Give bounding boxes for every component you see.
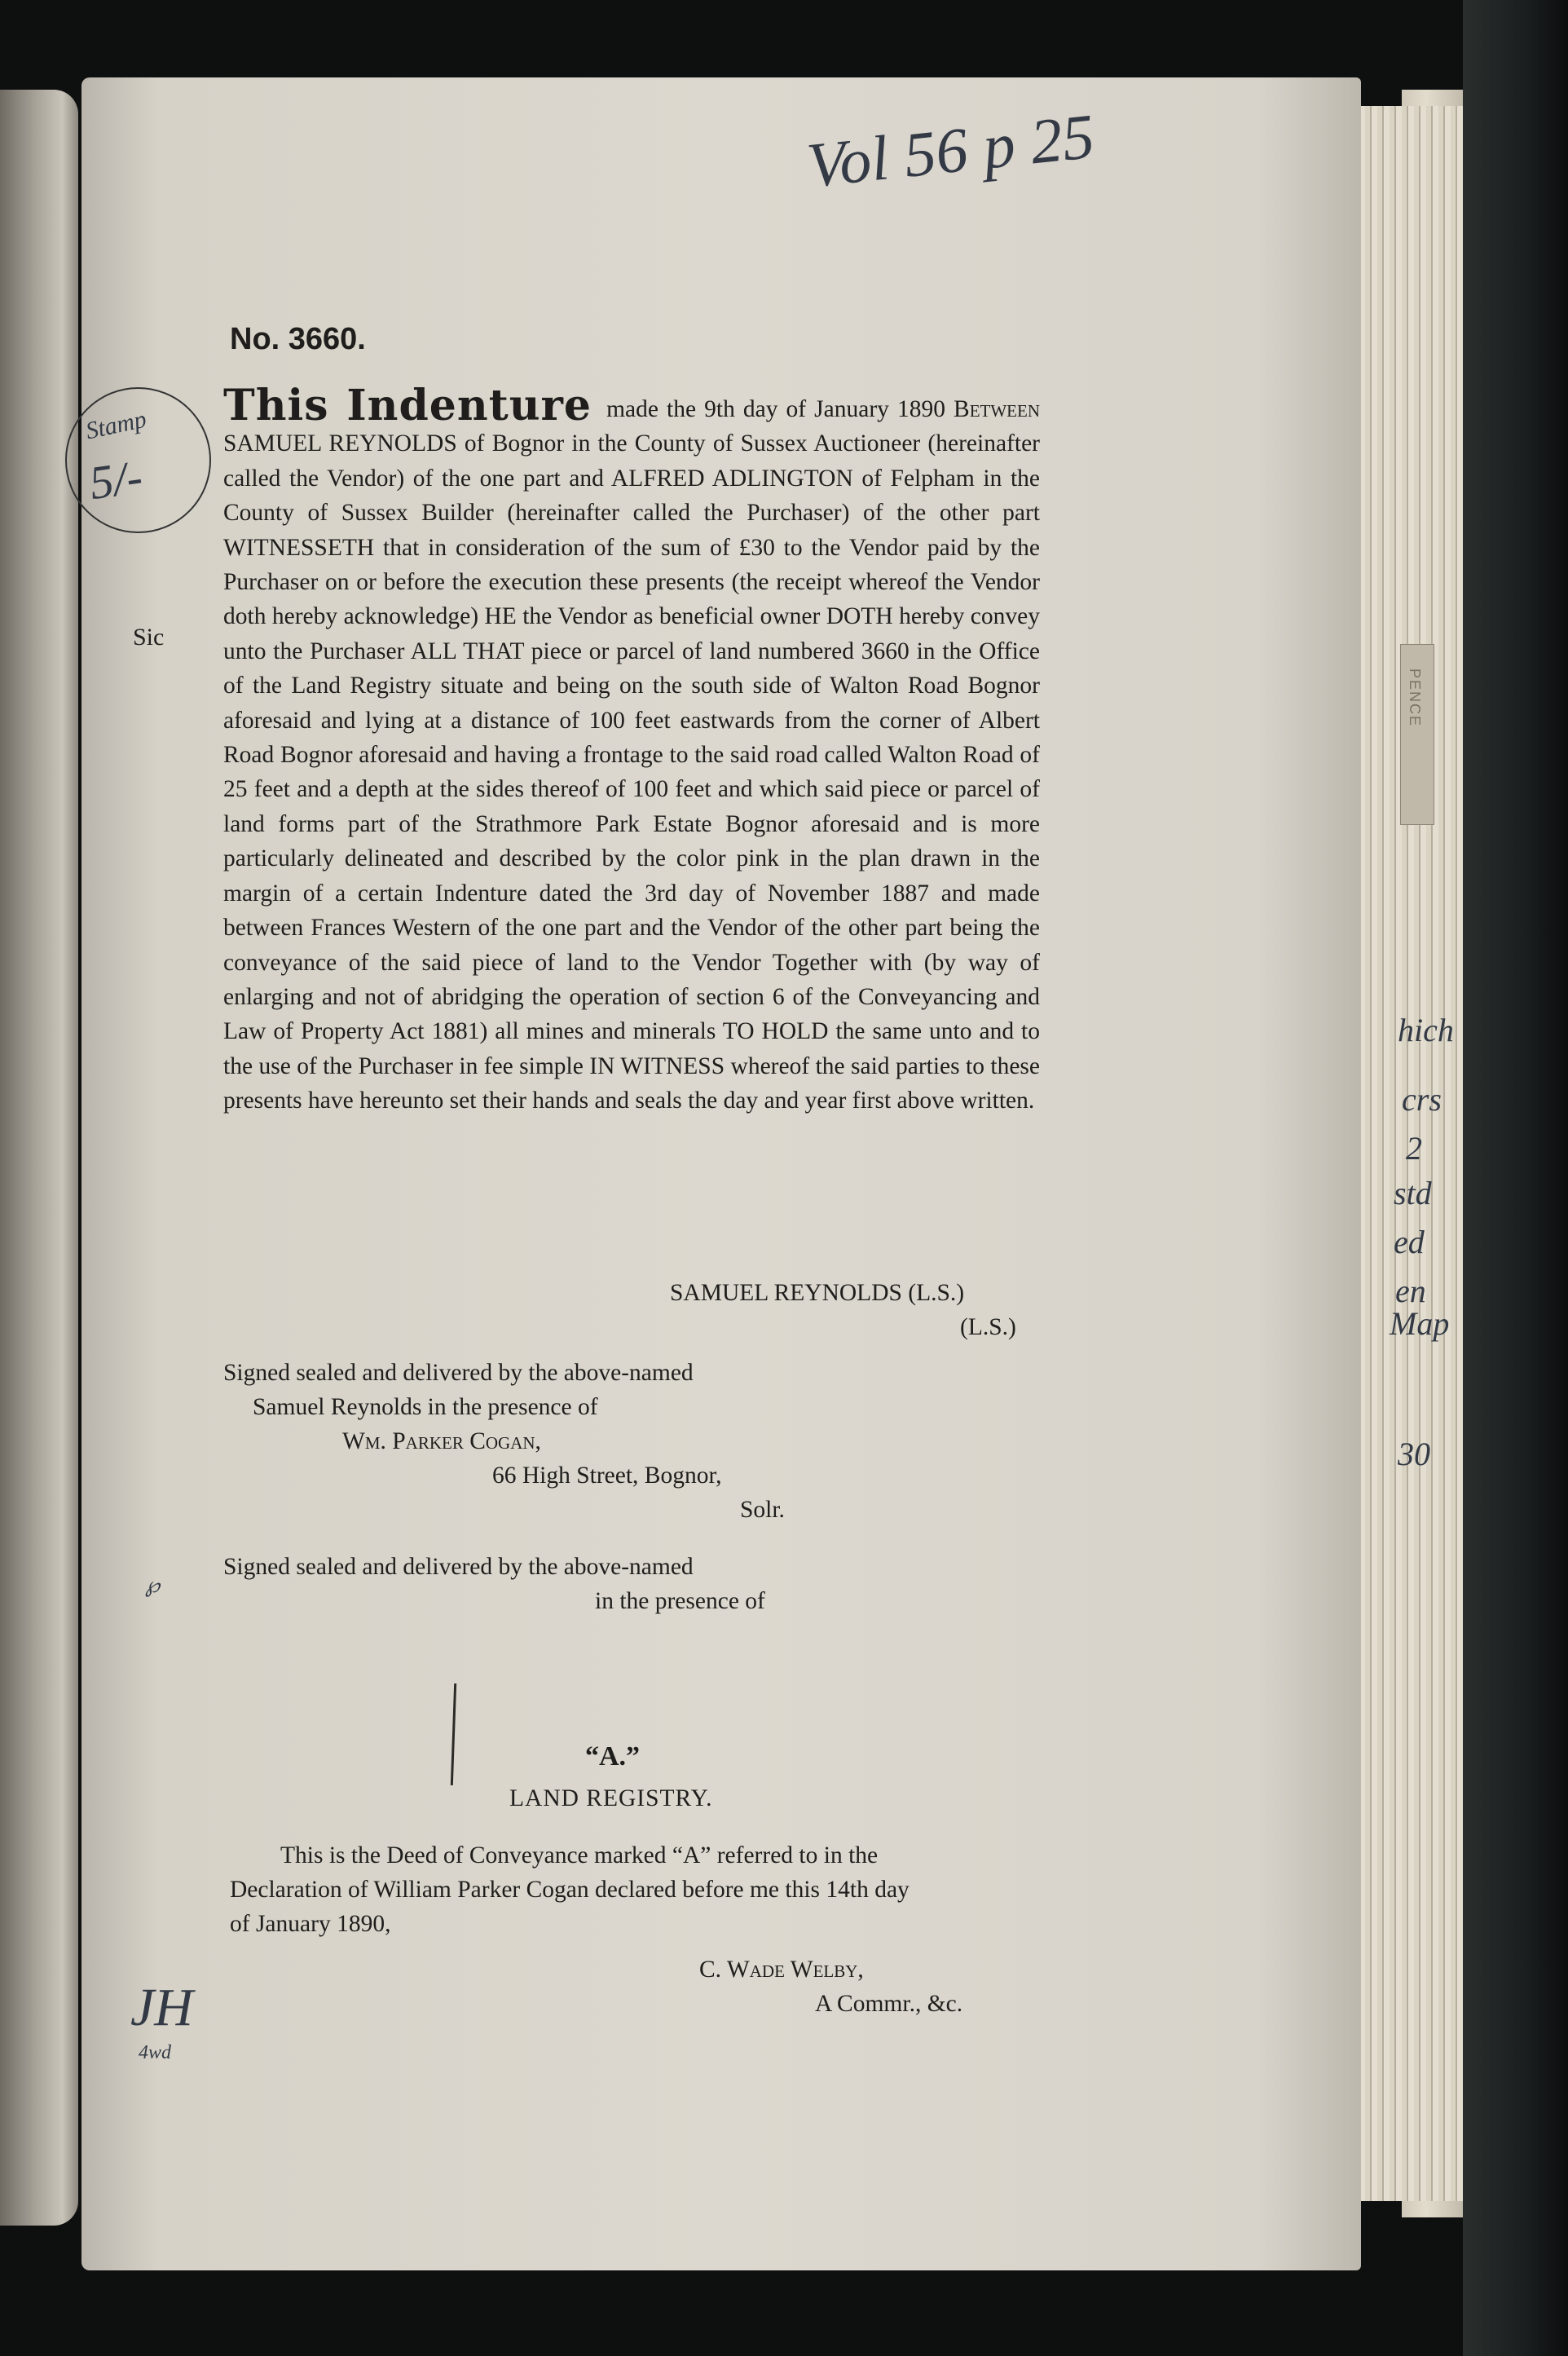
witness-address: 66 High Street, Bognor, bbox=[492, 1463, 722, 1489]
right-margin-fragment-1: hich bbox=[1398, 1012, 1454, 1048]
attestation-1-line2: Samuel Reynolds in the presence of bbox=[253, 1394, 598, 1420]
indenture-body bbox=[223, 381, 1041, 1118]
witness-name: Wm. Parker Cogan, bbox=[342, 1428, 541, 1454]
initials-annotation: JH bbox=[130, 1978, 193, 2037]
document-number: No. 3660. bbox=[230, 322, 366, 356]
commissioner-title: A Commr., &c. bbox=[815, 1991, 963, 2017]
stamp-annotation-line2: 5/- bbox=[86, 449, 146, 510]
right-margin-fragment-4: std bbox=[1394, 1175, 1432, 1211]
right-margin-fragment-5: ed bbox=[1394, 1224, 1425, 1260]
attestation-1-line1: Signed sealed and delivered by the above-named bbox=[223, 1360, 694, 1386]
exhibit-line1: This is the Deed of Conveyance marked “A” referred to in the bbox=[280, 1842, 879, 1868]
attestation-2-line1: Signed sealed and delivered by the above-named bbox=[223, 1554, 694, 1580]
signatory-1: SAMUEL REYNOLDS (L.S.) bbox=[670, 1280, 965, 1306]
witness-title: Solr. bbox=[740, 1497, 785, 1523]
right-margin-fragment-6: en bbox=[1395, 1273, 1426, 1309]
body-text: SAMUEL REYNOLDS of Bognor in the County of Sussex Auctioneer (hereinafter called the Vendor) of the one part and ALFRED ADLINGTON of Felpham in the County of Sussex Builder (hereinafter called the Purchaser) of the other part WITNESSETH that in consideration of the sum of £30 to the Vendor paid by the Purchaser on or before the execution these presents (the receipt whereof the Vendor doth hereby acknowledge) HE the Vendor as beneficial owner DOTH hereby convey unto the Purchaser ALL THAT piece or parcel of land numbered 3660 in the Office of the Land Registry situate and being on the south side of Walton Road Bognor aforesaid and lying at a distance of 100 feet eastwards from the corner of Albert Road Bognor aforesaid and having a frontage to the said road called Walton Road of 25 feet and a depth at the sides thereof of 100 feet and which said piece or parcel of land forms part of the Strathmore Park Estate Bognor aforesaid and is more particularly delineated and described by the color pink in the plan drawn in the margin of a certain Indenture dated the 3rd day of November 1887 and made between Frances Western of the one part and the Vendor of the other part being the conveyance of the said piece of land to the Vendor Together with (by way of enlarging and not of abridging the operation of section 6 of the Conveyancing and Law of Property Act 1881) all mines and minerals TO HOLD the same unto and to the use of the Purchaser in fee simple IN WITNESS whereof the said parties to these presents have hereunto set their hands and seals the day and year first above written. bbox=[223, 430, 1040, 1114]
sic-note: Sic bbox=[133, 624, 165, 651]
stamp-annotation-line1: Stamp bbox=[83, 405, 149, 445]
exhibit-line2: Declaration of William Parker Cogan declared before me this 14th day bbox=[230, 1877, 910, 1903]
index-tab-label: PENCE bbox=[1407, 668, 1423, 728]
exhibit-line3: of January 1890, bbox=[230, 1911, 391, 1937]
right-margin-fragment-2: crs bbox=[1402, 1081, 1442, 1118]
book-cover bbox=[1463, 0, 1568, 2356]
right-margin-fragment-7: Map bbox=[1390, 1305, 1450, 1342]
signatory-2: (L.S.) bbox=[960, 1314, 1016, 1340]
volume-reference-annotation: Vol 56 p 25 bbox=[804, 99, 1098, 201]
small-annotation-mark: ℘ bbox=[145, 1573, 161, 1597]
initials-sub-annotation: 4wd bbox=[139, 2042, 172, 2063]
indenture-heading: This Indenture bbox=[223, 381, 592, 430]
commissioner-name: C. Wade Welby, bbox=[699, 1957, 864, 1983]
right-margin-fragment-8: 30 bbox=[1398, 1436, 1430, 1472]
left-facing-page bbox=[0, 90, 78, 2226]
exhibit-office: LAND REGISTRY. bbox=[509, 1785, 713, 1811]
right-margin-fragment-3: 2 bbox=[1406, 1130, 1422, 1167]
attestation-2-line2: in the presence of bbox=[595, 1588, 765, 1614]
between-word: Between bbox=[954, 396, 1041, 422]
body-opening: made the 9th day of January 1890 bbox=[606, 396, 945, 422]
exhibit-mark: “A.” bbox=[585, 1741, 641, 1771]
